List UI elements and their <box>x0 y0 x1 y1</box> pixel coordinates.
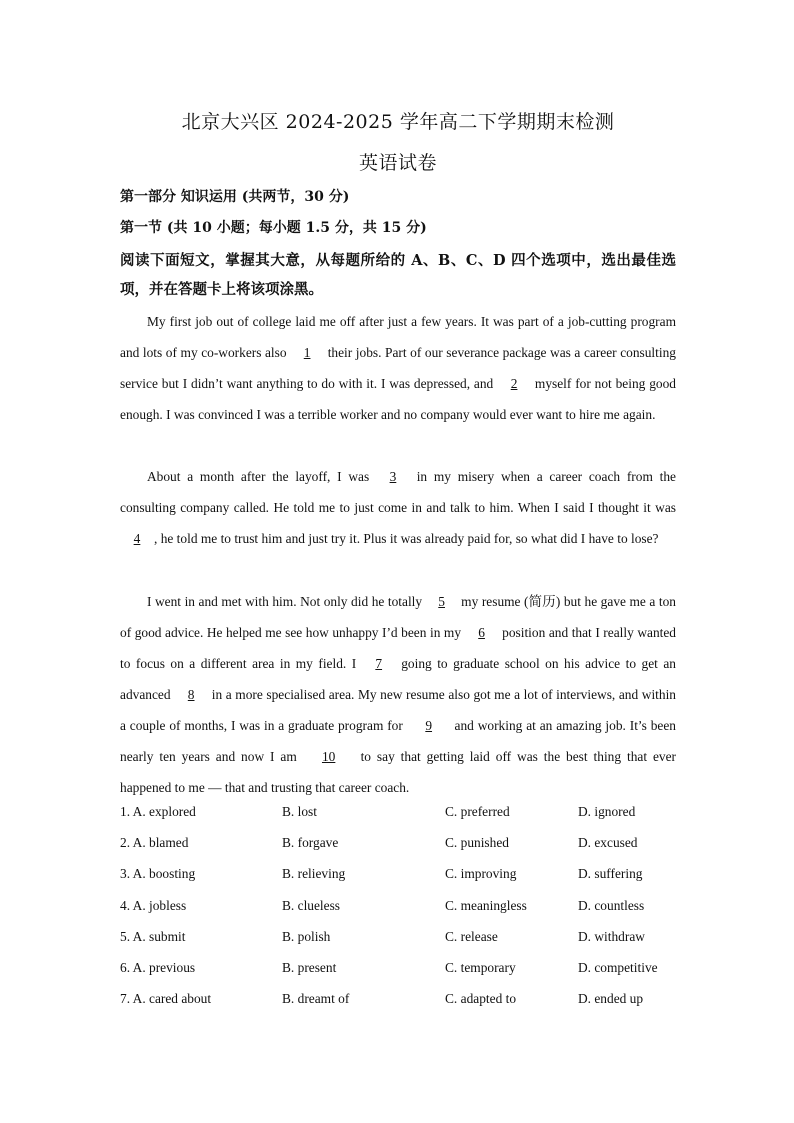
question-row <box>120 804 676 835</box>
question-row <box>120 960 676 991</box>
option-b: B. dreamt of <box>282 991 350 1007</box>
passage-text: their jobs. Part of our severance package was a career consulting service but I didn’t want anything to do with it. I was depressed, and <box>120 345 676 391</box>
option-a: 5. A. submit <box>120 928 186 944</box>
blank-4: 4 <box>133 531 141 546</box>
blank-10: 10 <box>321 749 336 764</box>
option-a: 6. A. previous <box>120 959 196 975</box>
option-a: 7. A. cared about <box>120 991 212 1007</box>
option-b: B. forgave <box>282 835 339 851</box>
passage-text: myself for not being good enough. I was convinced I was a terrible worker and no company would ever want to hire me again. <box>120 376 676 422</box>
passage-text: going to graduate school on his advice to get an advanced <box>120 656 677 702</box>
option-d: D. competitive <box>578 959 658 975</box>
passage-paragraph-2 <box>120 461 676 554</box>
option-d: D. excused <box>578 835 638 851</box>
blank-5: 5 <box>438 594 445 609</box>
passage-text: and working at an amazing job. It’s been nearly ten years and now I am <box>120 718 676 764</box>
option-c: C. adapted to <box>445 991 517 1007</box>
option-b: B. relieving <box>282 866 346 882</box>
question-row <box>120 929 676 960</box>
blank-6: 6 <box>478 625 485 640</box>
option-a: 4. A. jobless <box>120 897 187 913</box>
option-b: B. polish <box>282 928 331 944</box>
passage-paragraph-3 <box>120 586 676 803</box>
option-a: 2. A. blamed <box>120 835 189 851</box>
passage-text: About a month after the layoff, I was <box>147 469 376 484</box>
passage-text: my resume (简历) but he gave me a ton of good advice. He helped me see how unhappy I’d been in my <box>120 594 676 640</box>
question-row <box>120 835 676 866</box>
passage-text: , he told me to trust him and just try it. Plus it was already paid for, so what did I have to lose? <box>154 531 659 546</box>
option-c: C. preferred <box>445 804 510 819</box>
option-a: 3. A. boosting <box>120 866 196 882</box>
option-d: D. ignored <box>578 804 636 819</box>
passage-paragraph-1 <box>120 306 676 430</box>
passage-text: I went in and met with him. Not only did he totally <box>147 594 426 609</box>
blank-8: 8 <box>187 687 195 702</box>
option-d: D. suffering <box>578 866 643 882</box>
question-row <box>120 866 676 897</box>
passage-text: My first job out of college laid me off after just a few years. It was part of a job-cutting program and lots of my co-workers also <box>120 314 676 360</box>
option-a: 1. A. explored <box>120 804 196 819</box>
blank-7: 7 <box>375 656 383 671</box>
blank-1: 1 <box>303 345 311 360</box>
blank-2: 2 <box>510 376 518 391</box>
blank-9: 9 <box>425 718 433 733</box>
answer-options <box>120 804 676 1022</box>
passage-text: position and that I really wanted to focus on a different area in my field. I <box>120 625 677 671</box>
question-row <box>120 991 676 1022</box>
exam-subtitle: 英语试卷 <box>358 152 437 174</box>
option-c: C. meaningless <box>445 897 527 913</box>
part-heading: 第一部分 知识运用 (共两节，30 分) <box>120 189 350 205</box>
option-c: C. temporary <box>445 959 516 975</box>
section-heading: 第一节 (共 10 小题；每小题 1.5 分，共 15 分) <box>120 220 427 236</box>
option-d: D. ended up <box>578 991 644 1007</box>
option-c: C. release <box>445 928 498 944</box>
option-b: B. present <box>282 959 337 975</box>
option-b: B. lost <box>282 804 317 819</box>
passage-text: in a more specialised area. My new resume also got me a lot of interviews, and within a couple of months, I was in a graduate program for <box>120 687 677 733</box>
passage-text: to say that getting laid off was the best thing that ever happened to me — that and trusting that career coach. <box>120 749 677 795</box>
option-c: C. punished <box>445 835 509 851</box>
instructions: 阅读下面短文，掌握其大意，从每题所给的 A、B、C、D 四个选项中，选出最佳选项，并在答题卡上将该项涂黑。 <box>120 252 676 298</box>
option-d: D. countless <box>578 897 645 913</box>
passage-text: in my misery when a career coach from the consulting company called. He told me to just come in and talk to him. When I said I thought it was <box>120 469 676 515</box>
exam-title: 北京大兴区 2024-2025 学年高二下学期期末检测 <box>181 111 615 133</box>
option-d: D. withdraw <box>578 928 645 944</box>
question-row <box>120 898 676 929</box>
blank-3: 3 <box>389 469 397 484</box>
option-c: C. improving <box>445 866 517 882</box>
option-b: B. clueless <box>282 897 341 913</box>
